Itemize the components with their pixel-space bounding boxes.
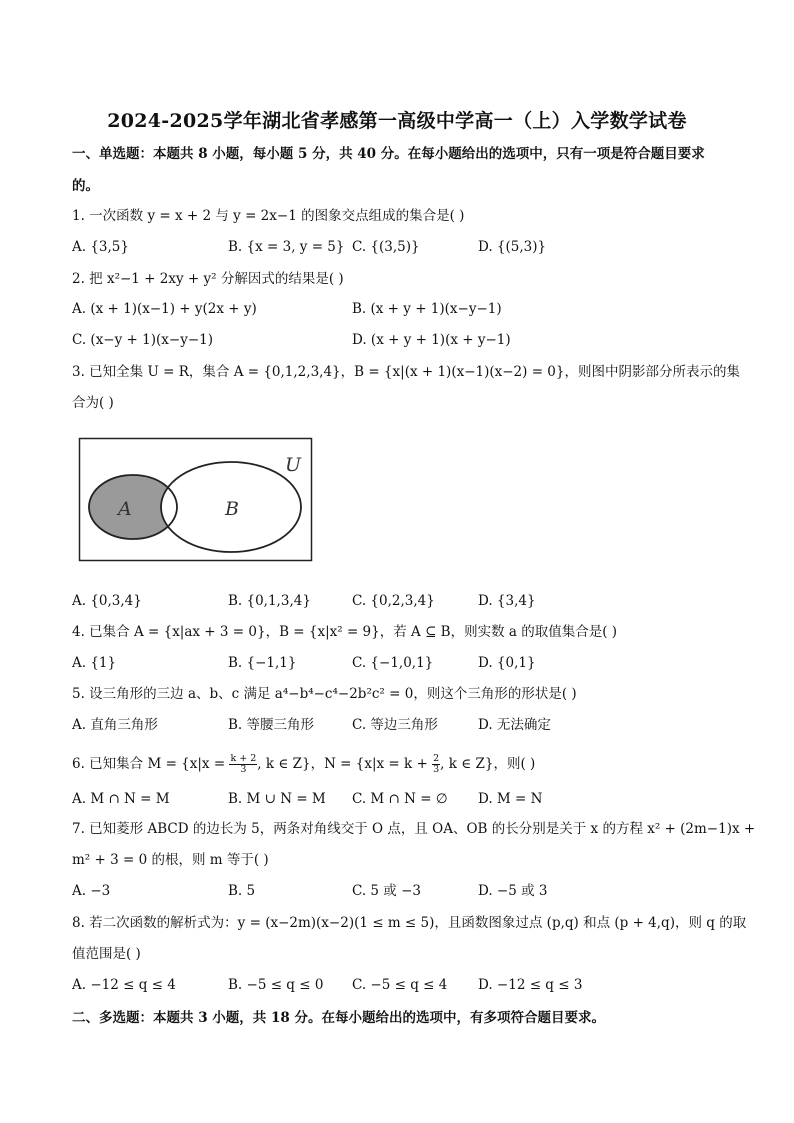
question-7-stem-line1: 7. 已知菱形 ABCD 的边长为 5，两条对角线交于 O 点，且 OA、OB 的长分别是关于 x 的方程 x² + (2m−1)x + xyxy=(72,821,756,837)
question-6-option-b: B. M ∪ N = M xyxy=(228,791,326,807)
question-5-option-a: A. 直角三角形 xyxy=(72,717,158,733)
question-3-option-c: C. {0,2,3,4} xyxy=(352,593,435,609)
venn-diagram xyxy=(78,437,313,562)
question-6-fraction-2 xyxy=(432,754,440,775)
question-6-option-c: C. M ∩ N = ∅ xyxy=(352,791,448,807)
section1-heading-line1: 一、单选题：本题共 8 小题，每小题 5 分，共 40 分。在每小题给出的选项中，只有一项是符合题目要求 xyxy=(72,146,705,162)
question-1-option-d: D. {(5,3)} xyxy=(478,239,547,255)
set-b-label: B xyxy=(225,498,239,520)
question-3-option-a: A. {0,3,4} xyxy=(72,593,142,609)
question-8-option-d: D. −12 ≤ q ≤ 3 xyxy=(478,977,583,993)
question-7-option-c: C. 5 或 −3 xyxy=(352,883,422,899)
question-1-option-c: C. {(3,5)} xyxy=(352,239,420,255)
question-8-option-c: C. −5 ≤ q ≤ 4 xyxy=(352,977,448,993)
question-3-option-d: D. {3,4} xyxy=(478,593,536,609)
question-2-option-d: D. (x + y + 1)(x + y−1) xyxy=(352,332,511,348)
question-8-stem-line1: 8. 若二次函数的解析式为：y = (x−2m)(x−2)(1 ≤ m ≤ 5)，且函数图象过点 (p,q) 和点 (p + 4,q)，则 q 的取 xyxy=(72,915,747,931)
section2-heading: 二、多选题：本题共 3 小题，共 18 分。在每小题给出的选项中，有多项符合题目要求。 xyxy=(72,1010,605,1026)
question-3-stem-line2: 合为( ) xyxy=(72,395,114,411)
question-2-stem: 2. 把 x²−1 + 2xy + y² 分解因式的结果是( ) xyxy=(72,271,344,287)
question-5-option-b: B. 等腰三角形 xyxy=(228,717,315,733)
section1-heading-line2: 的。 xyxy=(72,178,99,194)
question-3-stem-line1: 3. 已知全集 U = R，集合 A = {0,1,2,3,4}，B = {x|(x + 1)(x−1)(x−2) = 0}，则图中阴影部分所表示的集 xyxy=(72,364,740,380)
question-6-stem-part3: , k ∈ Z}，则( ) xyxy=(440,756,536,772)
question-2-option-a: A. (x + 1)(x−1) + y(2x + y) xyxy=(72,301,257,317)
question-8-option-b: B. −5 ≤ q ≤ 0 xyxy=(228,977,324,993)
set-a-label: A xyxy=(118,498,132,520)
fraction-2-denominator: 3 xyxy=(433,764,440,775)
question-5-option-d: D. 无法确定 xyxy=(478,717,551,733)
question-1-stem: 1. 一次函数 y = x + 2 与 y = 2x−1 的图象交点组成的集合是( ) xyxy=(72,208,465,224)
question-5-option-c: C. 等边三角形 xyxy=(352,717,438,733)
question-7-stem-line2: m² + 3 = 0 的根，则 m 等于( ) xyxy=(72,852,269,868)
question-7-option-b: B. 5 xyxy=(228,883,256,899)
question-1-option-b: B. {x = 3, y = 5} xyxy=(228,239,345,255)
question-2-option-c: C. (x−y + 1)(x−y−1) xyxy=(72,332,213,348)
question-3-option-b: B. {0,1,3,4} xyxy=(228,593,311,609)
question-4-option-d: D. {0,1} xyxy=(478,655,536,671)
question-1-option-a: A. {3,5} xyxy=(72,239,129,255)
fraction-2-numerator: 2 xyxy=(433,753,440,764)
question-6-fraction-1 xyxy=(229,754,257,775)
question-6-stem-part2: , k ∈ Z}，N = {x|x = k + xyxy=(257,756,433,772)
question-4-option-c: C. {−1,0,1} xyxy=(352,655,434,671)
question-4-option-a: A. {1} xyxy=(72,655,117,671)
question-4-option-b: B. {−1,1} xyxy=(228,655,297,671)
question-7-option-a: A. −3 xyxy=(72,883,111,899)
question-4-stem: 4. 已集合 A = {x|ax + 3 = 0}，B = {x|x² = 9}，若 A ⊆ B，则实数 a 的取值集合是( ) xyxy=(72,624,618,640)
question-6-stem-part1: 6. 已知集合 M = {x|x = xyxy=(72,756,230,772)
page-title: 2024-2025学年湖北省孝感第一高级中学高一（上）入学数学试卷 xyxy=(107,110,687,132)
question-6-stem xyxy=(72,754,732,775)
universe-label: U xyxy=(285,454,302,476)
question-5-stem: 5. 设三角形的三边 a、b、c 满足 a⁴−b⁴−c⁴−2b²c² = 0，则这个三角形的形状是( ) xyxy=(72,686,577,702)
question-8-option-a: A. −12 ≤ q ≤ 4 xyxy=(72,977,176,993)
question-7-option-d: D. −5 或 3 xyxy=(478,883,548,899)
question-6-option-d: D. M = N xyxy=(478,791,543,807)
question-2-option-b: B. (x + y + 1)(x−y−1) xyxy=(352,301,502,317)
fraction-1-numerator: k + 2 xyxy=(230,753,257,764)
question-6-option-a: A. M ∩ N = M xyxy=(72,791,170,807)
question-8-stem-line2: 值范围是( ) xyxy=(72,946,141,962)
fraction-1-denominator: 3 xyxy=(240,764,247,775)
